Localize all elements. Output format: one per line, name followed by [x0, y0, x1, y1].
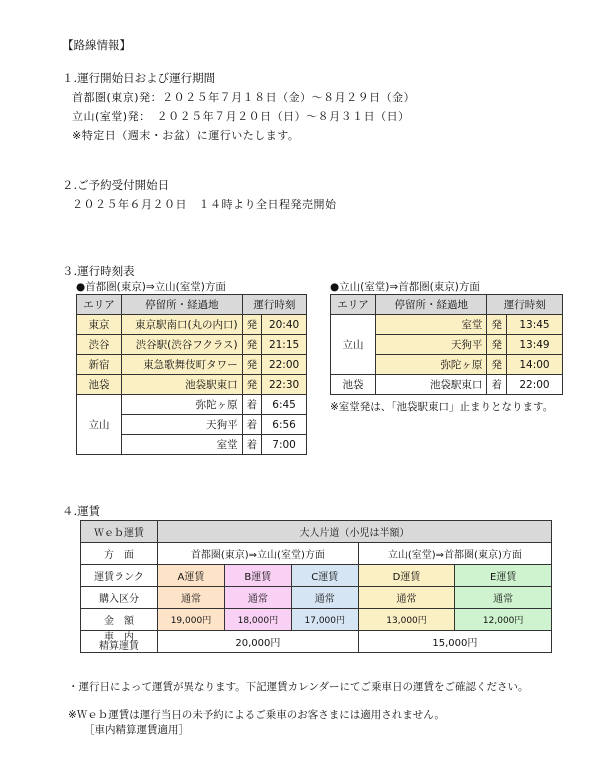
fare-note-3: ［車内精算運賃適用］	[84, 724, 189, 736]
table-row	[77, 335, 307, 355]
time-cell: 6:56	[262, 415, 307, 435]
purchase-d: 通常	[358, 587, 455, 609]
amount-a: 19,000円	[158, 609, 225, 631]
time-cell: 22:30	[262, 375, 307, 395]
col-area: エリア	[331, 295, 376, 315]
time-cell: 13:45	[506, 315, 562, 335]
section2-heading: ２.ご予約受付開始日	[62, 178, 170, 192]
stop-cell: 天狗平	[122, 415, 243, 435]
amount-d: 13,000円	[358, 609, 455, 631]
onboard-label-line2: 精算運賃	[99, 640, 139, 652]
kind-cell: 発	[487, 335, 507, 355]
page-title: 【路線情報】	[62, 38, 131, 52]
area-cell: 池袋	[77, 375, 122, 395]
table-row	[77, 315, 307, 335]
stop-cell: 東京駅南口(丸の内口)	[122, 315, 243, 335]
fare-note-1: ・運行日によって運賃が異なります。下記運賃カレンダーにてご乗車日の運賃をご確認ください。	[68, 681, 529, 693]
area-cell: 池袋	[331, 375, 376, 395]
kind-cell: 発	[242, 335, 262, 355]
kind-cell: 着	[242, 415, 262, 435]
col-stop: 停留所・経過地	[122, 295, 243, 315]
section4-heading: ４.運賃	[62, 504, 101, 518]
col-stop: 停留所・経過地	[376, 295, 487, 315]
col-time: 運行時刻	[487, 295, 563, 315]
time-cell: 21:15	[262, 335, 307, 355]
purchase-c: 通常	[291, 587, 358, 609]
timetable-return	[330, 294, 563, 395]
stop-cell: 天狗平	[376, 335, 487, 355]
rank-label: 運賃ランク	[81, 565, 158, 587]
kind-cell: 発	[242, 315, 262, 335]
timetable-return-title: ●立山(室堂)⇒首都圏(東京)方面	[330, 281, 480, 293]
col-time: 運行時刻	[242, 295, 306, 315]
reservation-start: ２０２５年６月２０日 １４時より全日程発売開始	[72, 198, 337, 211]
time-cell: 22:00	[262, 355, 307, 375]
time-cell: 6:45	[262, 395, 307, 415]
area-cell: 立山	[331, 315, 376, 375]
amount-e: 12,000円	[455, 609, 552, 631]
onboard-fare-label	[81, 631, 158, 653]
onboard-fare-outbound: 20,000円	[158, 631, 359, 653]
stop-cell: 池袋駅東口	[376, 375, 487, 395]
purchase-label: 購入区分	[81, 587, 158, 609]
table-row	[77, 355, 307, 375]
service-note: ※特定日（週末・お盆）に運行いたします。	[72, 129, 300, 142]
rank-b: B運賃	[224, 565, 291, 587]
area-cell: 新宿	[77, 355, 122, 375]
rank-c: C運賃	[291, 565, 358, 587]
kind-cell: 発	[242, 355, 262, 375]
adult-fare-label: 大人片道（小児は半額）	[158, 521, 552, 543]
stop-cell: 弥陀ヶ原	[122, 395, 243, 415]
service-period-tokyo: 首都圏(東京)発：２０２５年７月１８日（金）～８月２９日（金）	[72, 91, 416, 104]
onboard-fare-return: 15,000円	[358, 631, 551, 653]
rank-d: D運賃	[358, 565, 455, 587]
rank-a: A運賃	[158, 565, 225, 587]
purchase-b: 通常	[224, 587, 291, 609]
kind-cell: 発	[487, 355, 507, 375]
return-note: ※室堂発は、「池袋駅東口」止まりとなります。	[330, 401, 554, 413]
fare-note-2: ※Ｗｅｂ運賃は運行当日の未予約によるご乗車のお客さまには適用されません。	[68, 709, 445, 721]
stop-cell: 室堂	[122, 435, 243, 455]
amount-label: 金 額	[81, 609, 158, 631]
kind-cell: 発	[487, 315, 507, 335]
stop-cell: 渋谷駅(渋谷フクラス)	[122, 335, 243, 355]
time-cell: 14:00	[506, 355, 562, 375]
direction-return: 立山(室堂)⇒首都圏(東京)方面	[358, 543, 551, 565]
area-cell: 立山	[77, 395, 122, 455]
table-row	[331, 375, 563, 395]
kind-cell: 発	[242, 375, 262, 395]
stop-cell: 池袋駅東口	[122, 375, 243, 395]
rank-e: E運賃	[455, 565, 552, 587]
time-cell: 22:00	[506, 375, 562, 395]
timetable-outbound-title: ●首都圏(東京)⇒立山(室堂)方面	[76, 281, 226, 293]
timetable-outbound	[76, 294, 307, 455]
table-row	[331, 315, 563, 335]
kind-cell: 着	[242, 395, 262, 415]
stop-cell: 室堂	[376, 315, 487, 335]
time-cell: 7:00	[262, 435, 307, 455]
area-cell: 東京	[77, 315, 122, 335]
time-cell: 13:49	[506, 335, 562, 355]
amount-c: 17,000円	[291, 609, 358, 631]
web-fare-label: Ｗｅｂ運賃	[81, 521, 158, 543]
time-cell: 20:40	[262, 315, 307, 335]
table-row	[77, 375, 307, 395]
area-cell: 渋谷	[77, 335, 122, 355]
section3-heading: ３.運行時刻表	[62, 264, 135, 278]
purchase-e: 通常	[455, 587, 552, 609]
section1-heading: １.運行開始日および運行期間	[62, 71, 216, 85]
service-period-tateyama: 立山(室堂)発： ２０２５年７月２０日（日）～８月３１日（日）	[72, 110, 410, 123]
purchase-a: 通常	[158, 587, 225, 609]
amount-b: 18,000円	[224, 609, 291, 631]
fare-table	[80, 520, 552, 653]
kind-cell: 着	[487, 375, 507, 395]
onboard-label-line1: 車 内	[104, 631, 134, 643]
table-row	[77, 395, 307, 415]
stop-cell: 東急歌舞伎町タワー	[122, 355, 243, 375]
col-area: エリア	[77, 295, 122, 315]
direction-label: 方 面	[81, 543, 158, 565]
direction-outbound: 首都圏(東京)⇒立山(室堂)方面	[158, 543, 359, 565]
stop-cell: 弥陀ヶ原	[376, 355, 487, 375]
kind-cell: 着	[242, 435, 262, 455]
